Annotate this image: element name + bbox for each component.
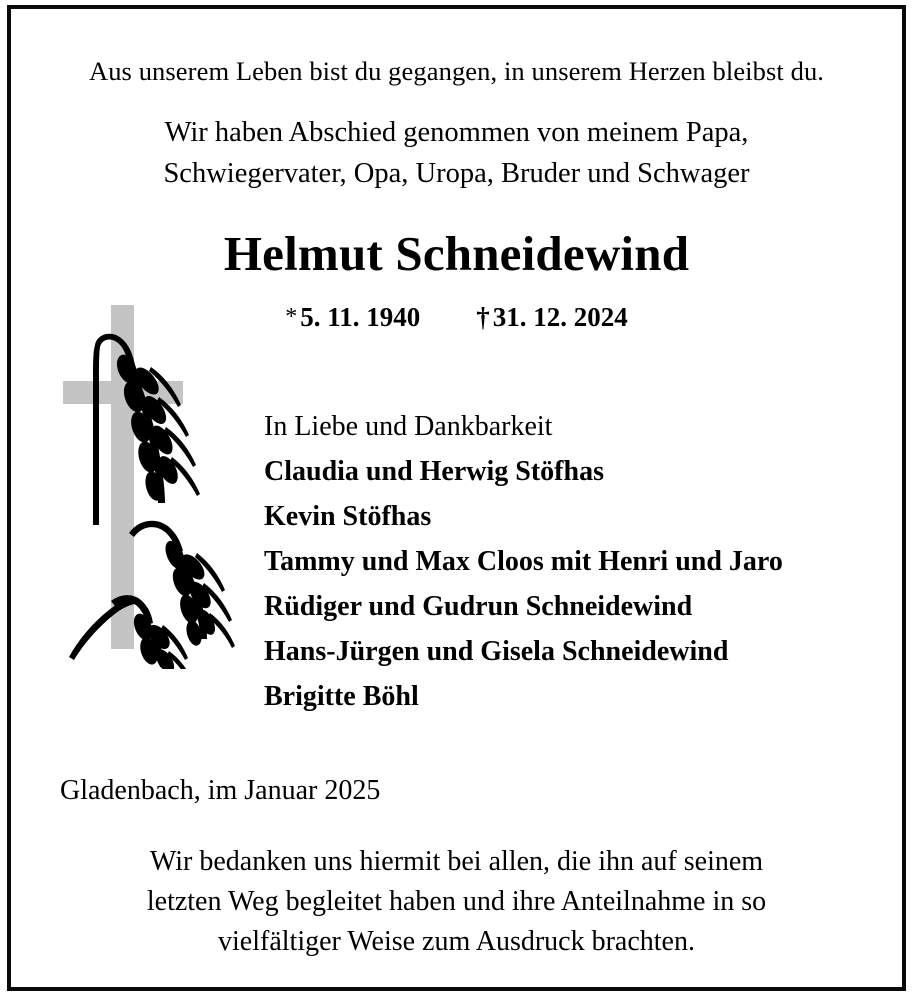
mourner-name: Claudia und Herwig Stöfhas <box>264 456 604 487</box>
obituary-card <box>7 5 906 991</box>
deceased-name: Helmut Schneidewind <box>223 226 690 281</box>
thanks-line-1: Wir bedanken uns hiermit bei allen, die ihn auf seinem <box>149 846 764 877</box>
thanks-block <box>11 842 902 962</box>
mourner-name: Brigitte Böhl <box>264 681 419 712</box>
mourner-name: Hans-Jürgen und Gisela Schneidewind <box>264 636 729 667</box>
wheat-ears-icon <box>69 334 235 669</box>
mourners-block <box>264 404 884 719</box>
thanks-line-2: letzten Weg begleitet haben und ihre Anteilnahme in so <box>146 886 767 917</box>
mourner-name: Tammy und Max Cloos mit Henri und Jaro <box>264 546 783 577</box>
mourner-name: Kevin Stöfhas <box>264 501 432 532</box>
epitaph-text: Aus unserem Leben bist du gegangen, in unserem Herzen bleibst du. <box>88 56 825 86</box>
thanks-line-3: vielfältiger Weise zum Ausdruck brachten. <box>218 926 695 957</box>
emblem-graphic <box>55 305 245 669</box>
place-and-date: Gladenbach, im Januar 2025 <box>60 775 381 806</box>
death-cross-icon: † <box>476 302 490 332</box>
death-date-group <box>476 302 628 332</box>
intro-line-2: Schwiegervater, Opa, Uropa, Bruder und Schwager <box>163 158 750 189</box>
birth-date-value: 5. 11. 1940 <box>300 302 421 332</box>
birth-date-group <box>285 302 420 332</box>
mourner-name: Rüdiger und Gudrun Schneidewind <box>264 591 693 622</box>
mourners-lead: In Liebe und Dankbarkeit <box>264 411 553 442</box>
death-date-value: 31. 12. 2024 <box>492 302 628 332</box>
intro-line-1: Wir haben Abschied genommen von meinem Papa, <box>164 117 749 148</box>
intro-block <box>11 112 902 194</box>
cross-with-wheat-emblem <box>55 305 245 669</box>
birth-asterisk-icon: * <box>285 304 298 330</box>
